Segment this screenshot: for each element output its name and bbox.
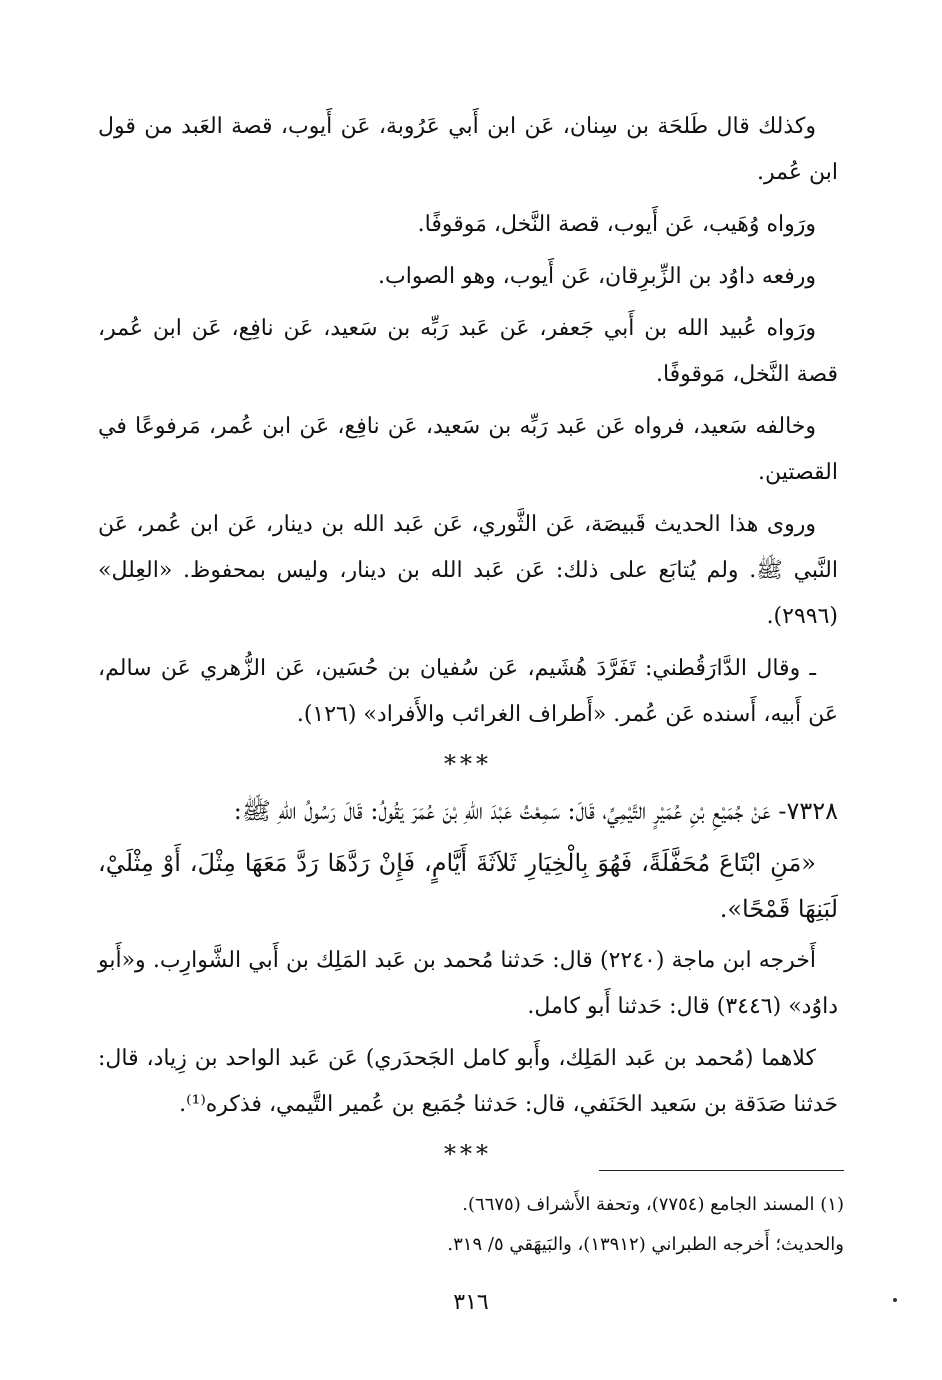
paragraph-2: ورَواه وُهَيب، عَن أَيوب، قصة النَّخل، مَوقوفًا. (417, 212, 816, 237)
paragraph-1: وكذلك قال طَلحَة بن سِنان، عَن ابن أَبي عَرُوبة، عَن أَيوب، قصة العَبد من قول ابن عُمر. (98, 114, 838, 185)
paragraph-3: ورفعه داوُد بن الزِّبرِقان، عَن أَيوب، وهو الصواب. (378, 264, 816, 289)
section-separator: *** (444, 750, 492, 778)
margin-dot (893, 1298, 897, 1302)
hadith-matn: «مَنِ ابْتَاعَ مُحَفَّلَةً، فَهُوَ بِالْخِيَارِ ثَلاَثَةَ أَيَّامٍ، فَإِنْ رَدَّهَا رَدَّ مَعَهَا مِثْلَ، أَوْ مِثْلَيْ، لَبَنِهَا قَمْحًا». (98, 849, 838, 923)
footnotes (104, 1185, 844, 1265)
takhrij-1: أَخرجه ابن ماجة (٢٢٤٠) قال: حَدثنا مُحمد بن عَبد المَلِك بن أَبي الشَّوارِب. و«أَبو داوُد» (٣٤٤٦) قال: حَدثنا أَبو كامل. (98, 948, 838, 1019)
paragraph-5: وخالفه سَعيد، فرواه عَن عَبد رَبِّه بن سَعيد، عَن نافِع، عَن ابن عُمر، مَرفوعًا في القصتين. (98, 414, 838, 485)
takhrij-2: كلاهما (مُحمد بن عَبد المَلِك، وأَبو كامل الجَحدَري) عَن عَبد الواحد بن زِياد، قال: حَدثنا صَدَقة بن سَعيد الحَنَفي، قال: حَدثنا جُمَيع بن عُمير التَّيمي، فذكره⁽¹⁾. (98, 1046, 838, 1117)
paragraph-6: وروى هذا الحديث قَبيصَة، عَن الثَّوري، عَن عَبد الله بن دينار، عَن ابن عُمر، عَن النَّبي ﷺ. ولم يُتابَع على ذلك: عَن عَبد الله بن دينار، وليس بمحفوظ. «العِلل» (٢٩٩٦). (98, 512, 838, 629)
footnote-1: (١) المسند الجامع (٧٧٥٤)، وتحفة الأَشراف (٦٦٧٥). (462, 1194, 844, 1215)
section-separator-end: *** (444, 1140, 492, 1168)
paragraph-4: ورَواه عُبيد الله بن أَبي جَعفر، عَن عَبد رَبِّه بن سَعيد، عَن نافِع، عَن ابن عُمر، قصة النَّخل، مَوقوفًا. (98, 316, 838, 387)
page-number: ٣١٦ (453, 1290, 489, 1315)
paragraph-7: ـ وقال الدَّارَقُطني: تَفَرَّدَ هُشَيم، عَن سُفيان بن حُسَين، عَن الزُّهري عَن سالم، عَن أَبيه، أَسنده عَن عُمر. «أَطراف الغرائب والأَفراد» (١٢٦). (98, 656, 838, 727)
hadith-isnad: ٧٣٢٨- عَنْ جُمَيْعِ بْنِ عُمَيْرٍ التَّيْمِيِّ، قَالَ: سَمِعْتُ عَبْدَ اللهِ بْنَ عُمَرَ يَقُولُ: قَالَ رَسُولُ اللهِ ﷺ: (233, 797, 838, 825)
footnote-divider (599, 1170, 844, 1171)
main-text (98, 104, 838, 1178)
footnote-2: والحديث؛ أَخرجه الطبراني (١٣٩١٢)، والبَيهَقي ٥/ ٣١٩. (447, 1234, 844, 1255)
